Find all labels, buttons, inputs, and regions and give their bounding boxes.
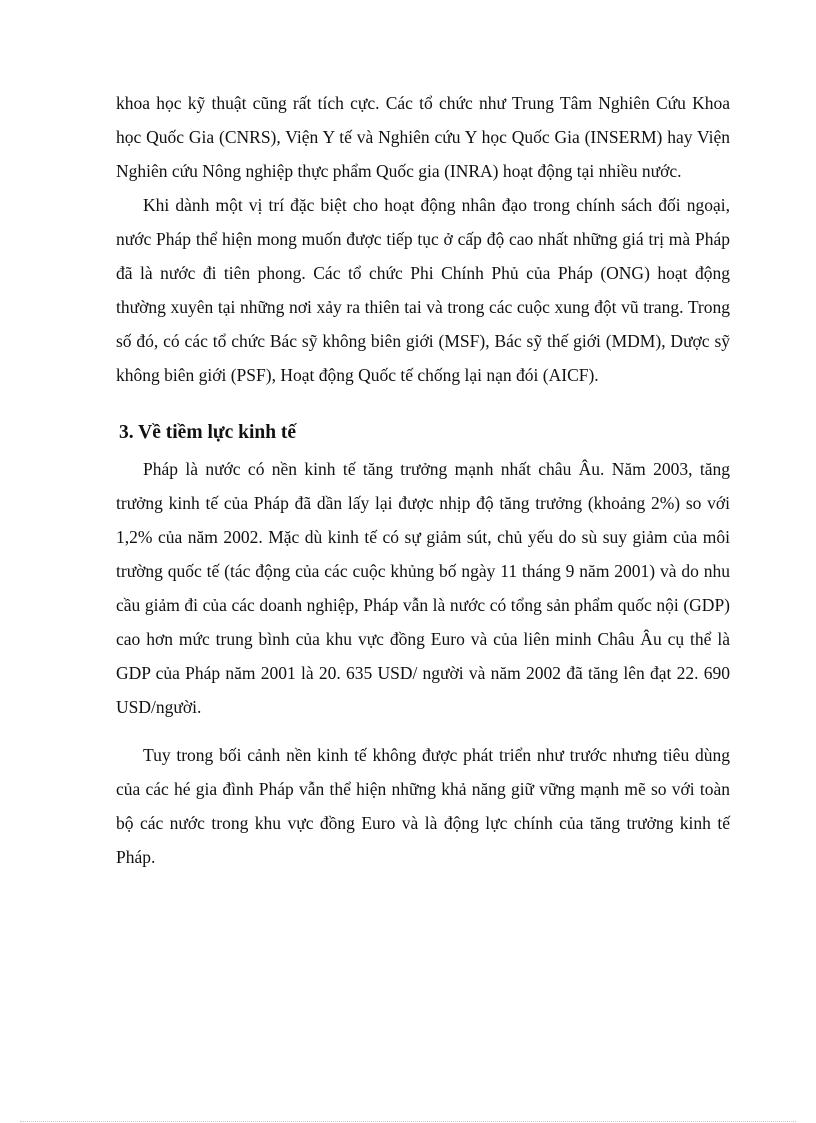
- page-bottom-divider: [20, 1121, 796, 1122]
- paragraph-household-consumption: Tuy trong bối cảnh nền kinh tế không được phát triển như trước nhưng tiêu dùng của các hé gia đình Pháp vẫn thể hiện những khả năng giữ vững mạnh mẽ so với toàn bộ các nước trong khu vực đồng Euro và là động lực chính của tăng trưởng kinh tế Pháp.: [116, 745, 730, 867]
- section-heading-economic-potential: 3. Về tiềm lực kinh tế: [119, 422, 297, 443]
- document-body: [116, 86, 730, 874]
- paragraph-economic-growth: Pháp là nước có nền kinh tế tăng trưởng mạnh nhất châu Âu. Năm 2003, tăng trưởng kinh tế của Pháp đã dần lấy lại được nhịp độ tăng trưởng (khoảng 2%) so với 1,2% của năm 2002. Mặc dù kinh tế có sự giảm sút, chủ yếu do sù suy giảm của môi trường quốc tế (tác động của các cuộc khủng bố ngày 11 tháng 9 năm 2001) và do nhu cầu giảm đi của các doanh nghiệp, Pháp vẫn là nước có tổng sản phẩm quốc nội (GDP) cao hơn mức trung bình của khu vực đồng Euro và của liên minh Châu Âu cụ thể là GDP của Pháp năm 2001 là 20. 635 USD/ người và năm 2002 đã tăng lên đạt 22. 690 USD/người.: [116, 459, 730, 717]
- paragraph-humanitarian-activity: Khi dành một vị trí đặc biệt cho hoạt động nhân đạo trong chính sách đối ngoại, nước Pháp thể hiện mong muốn được tiếp tục ở cấp độ cao nhất những giá trị mà Pháp đã là nước đi tiên phong. Các tổ chức Phi Chính Phủ của Pháp (ONG) hoạt động thường xuyên tại những nơi xảy ra thiên tai và trong các cuộc xung đột vũ trang. Trong số đó, có các tổ chức Bác sỹ không biên giới (MSF), Bác sỹ thế giới (MDM), Dược sỹ không biên giới (PSF), Hoạt động Quốc tế chống lại nạn đói (AICF).: [116, 195, 730, 385]
- paragraph-science-organizations: khoa học kỹ thuật cũng rất tích cực. Các tổ chức như Trung Tâm Nghiên Cứu Khoa học Quốc Gia (CNRS), Viện Y tế và Nghiên cứu Y học Quốc Gia (INSERM) hay Viện Nghiên cứu Nông nghiệp thực phẩm Quốc gia (INRA) hoạt động tại nhiều nước.: [116, 93, 730, 181]
